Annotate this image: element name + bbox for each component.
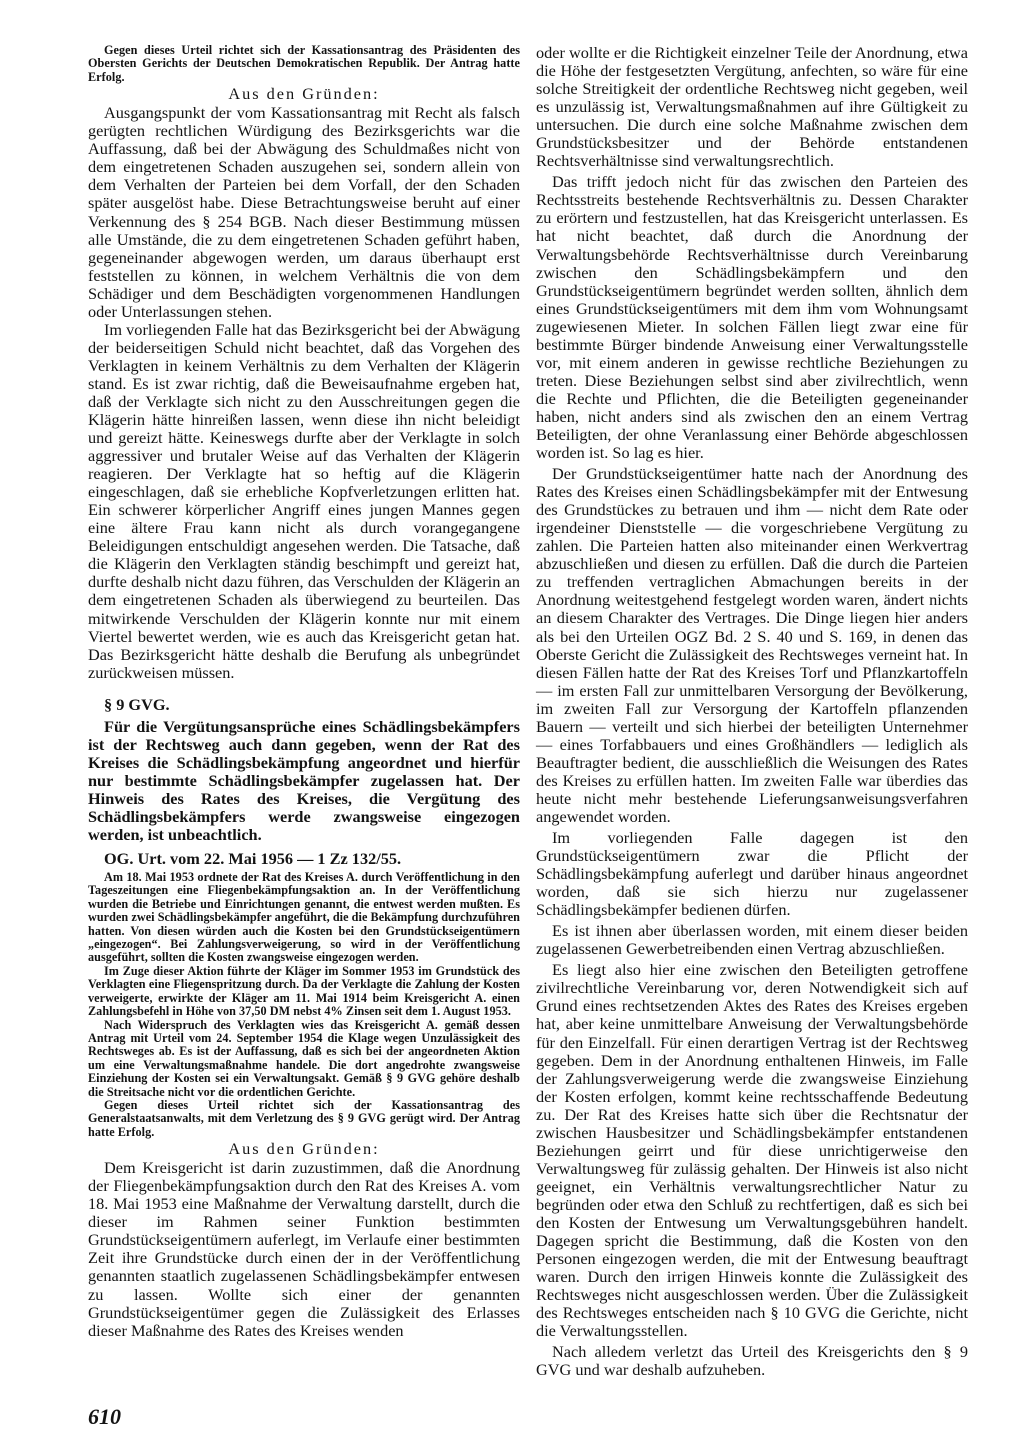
paragraph: Ausgangspunkt der vom Kassationsantrag mit Recht als falsch gerügten rechtlichen Würdigung des Bezirksgerichts war die Auffassung, daß bei der Abwägung des Schuldmaßes nicht von dem eingetretenen Schaden auszugehen sei, sondern allein von dem Verhalten der Parteien bei dem Vorfall, der den Schaden später ausgelöst habe. Diese Betrachtungsweise beruht auf einer Verkennung des § 254 BGB. Nach dieser Bestimmung müssen alle Umstände, die zu dem eingetretenen Schaden geführt haben, gegeneinander abgewogen werden, um daraus überhaupt erst feststellen zu können, in welchem Verhältnis die von dem Schädiger und dem Beschädigten vorgenommenen Handlungen oder Unterlassungen stehen.	[88, 103, 520, 321]
left-column	[88, 44, 520, 1340]
statute-reference: § 9 GVG.	[104, 694, 170, 714]
paragraph: Es liegt also hier eine zwischen den Beteiligten getroffene zivilrechtliche Vereinbarung vor, deren Notwendigkeit sich auf Grund eines rechtsetzenden Aktes des Rates des Kreises ergeben hat, aber keine unmittelbare Anweisung der Verwaltungsbehörde für den Einzelfall. Für einen derartigen Vertrag ist der Rechtsweg gegeben. Dem in der Anordnung enthaltenen Hinweis, im Falle der Zahlungsverweigerung werde die zwangsweise Einziehung der Kosten erfolgen, kommt keine rechtsschaffende Bedeutung zu. Der Rat des Kreises hatte sich über die Rechtsnatur der zwischen Hausbesitzer und Schädlingsbekämpfer entstandenen Beziehungen geirrt und für diese unrichtigerweise den Verwaltungsweg für zulässig gehalten. Der Hinweis ist also nicht geeignet, ein Verhältnis verwaltungsrechtlicher Natur zu begründen oder etwa den Schluß zu rechtfertigen, daß es sich bei den Kosten der Entwesung um Verwaltungsgebühren handelt. Dagegen spricht die Bestimmung, daß die Kosten von den Personen eingezogen werden, die mit der Entwesung beauftragt waren. Durch den irrigen Hinweis konnte die Zulässigkeit des Rechtsweges nicht ausgeschlossen werden. Über die Zulässigkeit des Rechtsweges entscheiden nach § 10 GVG die Gerichte, nicht die Verwaltungsstellen.	[536, 960, 968, 1341]
facts-paragraph: Am 18. Mai 1953 ordnete der Rat des Kreises A. durch Veröffentlichung in den Tageszeitungen eine Fliegenbekämpfungsaktion an. In der Veröffentlichung wurden die Betriebe und Einrichtungen genannt, die entwest werden mußten. Es wurden zwei Schädlingsbekämpfer angeführt, die die Bekämpfung durchzuführen hatten. Von diesen würden auch die Kosten bei den Grundstückseigentümern „eingezogen“. Bei Zahlungsverweigerung, so wird in der Veröffentlichung ausgeführt, sollten die Kosten zwangsweise eingezogen werden.	[88, 870, 520, 965]
right-column	[536, 44, 968, 1379]
paragraph: Es ist ihnen aber überlassen worden, mit einem dieser beiden zugelassenen Gewerbetreibenden einen Vertrag abzuschließen.	[536, 921, 968, 959]
paragraph: Das trifft jedoch nicht für das zwischen den Parteien des Rechtsstreits bestehende Rechtsverhältnis zu. Dessen Charakter zu erörtern und festzustellen, hat das Kreisgericht unterlassen. Es hat nicht beachtet, daß durch die Anordnung der Verwaltungsbehörde Rechtsverhältnisse durch Vereinbarung zwischen den Schädlingsbekämpfern und den Grundstückseigentümern begründet werden sollten, ähnlich dem eines Grundstückseigentümers mit dem ihm vom Wohnungsamt zugewiesenen Mieter. In solchen Fällen liegt zwar eine für bestimmte Bürger bindende Anweisung einer Verwaltungsstelle vor, mit einem anderen in gewisse rechtliche Beziehungen zu treten. Diese Beziehungen selbst sind aber zivilrechtlich, wenn die Rechte und Pflichten, die die Beteiligten gegeneinander haben, nicht anders sind als zwischen den an einem Vertrag Beteiligten, der ohne Veranlassung einer Behörde abgeschlossen worden ist. So lag es hier.	[536, 172, 968, 463]
paragraph: Nach alledem verletzt das Urteil des Kreisgerichts den § 9 GVG und war deshalb aufzuheben.	[536, 1342, 968, 1380]
headnote: Für die Vergütungsansprüche eines Schädlingsbekämpfers ist der Rechtsweg auch dann gegeben, wenn der Rat des Kreises die Schädlingsbekämpfung angeordnet und hierfür nur bestimmte Schädlingsbekämpfer zugelassen hat. Der Hinweis des Rates des Kreises, die Vergütung des Schädlingsbekämpfers werde zwangsweise eingezogen werden, ist unbeachtlich.	[88, 716, 520, 844]
paragraph: Dem Kreisgericht ist darin zuzustimmen, daß die Anordnung der Fliegenbekämpfungsaktion durch den Rat des Kreises A. vom 18. Mai 1953 eine Maßnahme der Verwaltung darstellt, durch die dieser im Rahmen seiner Funktion bestimmten Grundstückseigentümern auferlegt, im Verlaufe einer bestimmten Zeit ihre Grundstücke durch einen der in der Veröffentlichung genannten staatlich zugelassenen Schädlingsbekämpfer entwesen zu lassen. Wollte sich einer der genannten Grundstückseigentümer gegen die Zulässigkeit des Erlasses dieser Maßnahme des Rates des Kreises wenden	[88, 1158, 520, 1340]
paragraph: oder wollte er die Richtigkeit einzelner Teile der Anordnung, etwa die Höhe der festgesetzten Vergütung, anfechten, so wäre für eine solche Streitigkeit der ordentliche Rechtsweg nicht gegeben, weil es unzulässig ist, Verwaltungsmaßnahmen auf ihre Gültigkeit zu untersuchen. Die durch eine solche Maßnahme zwischen dem Grundstücksbesitzer und der Behörde entstandenen Rechtsverhältnisse sind verwaltungsrechtlich.	[536, 43, 968, 171]
page-number: 610	[88, 1404, 121, 1429]
facts-paragraph: Im Zuge dieser Aktion führte der Kläger im Sommer 1953 im Grundstück des Verklagten eine Fliegenspritzung durch. Da der Verklagte die Zahlung der Kosten verweigerte, erwirkte der Kläger am 11. Mai 1914 beim Kreisgericht A. einen Zahlungsbefehl in Höhe von 37,50 DM nebst 4% Zinsen seit dem 1. August 1953.	[88, 963, 520, 1019]
facts-paragraph: Gegen dieses Urteil richtet sich der Kassationsantrag des Generalstaatsanwalts, mit dem Verletzung des § 9 GVG gerügt wird. Der Antrag hatte Erfolg.	[88, 1097, 520, 1139]
intro-note: Gegen dieses Urteil richtet sich der Kassationsantrag des Präsidenten des Obersten Gerichts der Deutschen Demokratischen Republik. Der Antrag hatte Erfolg.	[88, 43, 520, 84]
paragraph: Im vorliegenden Falle dagegen ist den Grundstückseigentümern zwar die Pflicht der Schädlingsbekämpfung auferlegt und darüber hinaus angeordnet worden, daß sie sich hierzu nur zugelassener Schädlingsbekämpfer bedienen dürfen.	[536, 828, 968, 920]
case-citation: OG. Urt. vom 22. Mai 1956 — 1 Zz 132/55.	[104, 849, 402, 869]
paragraph: Im vorliegenden Falle hat das Bezirksgericht bei der Abwägung der beiderseitigen Schuld nicht beachtet, daß das Vorgehen des Verklagten in keinem Verhältnis zu dem Verhalten der Klägerin stand. Es ist zwar richtig, daß die Beweisaufnahme ergeben hat, daß der Verklagte sich nicht zu den Ausschreitungen gegen die Klägerin hätte hinreißen lassen, wenn diese ihn nicht beleidigt und gereizt hätte. Keineswegs durfte aber der Verklagte in solch aggressiver und brutaler Weise auf das Verhalten der Klägerin reagieren. Der Verklagte hat so heftig auf die Klägerin eingeschlagen, daß sie erhebliche Kopfverletzungen erlitten hat. Ein schwerer körperlicher Angriff eines jungen Mannes gegen eine ältere Frau kann nicht als durch vorangegangene Beleidigungen entschuldigt angesehen werden. Die Tatsache, daß die Klägerin den Verklagten ständig beschimpft und gereizt hat, durfte deshalb nicht dazu führen, das Verschulden der Klägerin an dem eingetretenen Schaden als überwiegend zu beurteilen. Das mitwirkende Verschulden der Klägerin konnte nur mit einem Viertel bewertet werden, wie es auch das Kreisgericht getan hat. Das Bezirksgericht hätte deshalb die Berufung als unbegründet zurückweisen müssen.	[88, 319, 520, 682]
section-heading-reasons: Aus den Gründen:	[228, 84, 380, 104]
section-heading-reasons: Aus den Gründen:	[228, 1139, 380, 1159]
facts-paragraph: Nach Widerspruch des Verklagten wies das Kreisgericht A. gemäß dessen Antrag mit Urteil vom 24. September 1954 die Klage wegen Unzulässigkeit des Rechtsweges ab. Es ist der Auffassung, daß es sich bei der angeordneten Aktion um eine Verwaltungsmaßnahme handele. Die dort angedrohte zwangsweise Einziehung der Kosten sei ein Verwaltungsakt. Gemäß § 9 GVG gehöre deshalb die Streitsache nicht vor die ordentlichen Gerichte.	[88, 1017, 520, 1099]
paragraph: Der Grundstückseigentümer hatte nach der Anordnung des Rates des Kreises einen Schädlingsbekämpfer mit der Entwesung des Grundstückes zu betrauen und ihm — nicht dem Rate oder irgendeiner Dienststelle — die vorgeschriebene Vergütung zu zahlen. Die Parteien hatten also miteinander einen Werkvertrag abzuschließen und diesen zu erfüllen. Daß die durch die Parteien zu treffenden vertraglichen Abmachungen bereits in der Anordnung weitestgehend festgelegt worden waren, ändert nichts an diesem Charakter des Vertrages. Die Dinge liegen hier anders als bei den Urteilen OGZ Bd. 2 S. 40 und S. 169, in denen das Oberste Gericht die Zulässigkeit des Rechtsweges verneint hat. In diesen Fällen hatte der Rat des Kreises Torf und Pflanzkartoffeln — im ersten Fall zur unmittelbaren Versorgung der Bevölkerung, im zweiten Fall zur Versorgung der Kartoffeln pflanzenden Bauern — verteilt und sich hierbei der beteiligten Unternehmer — eines Torfabbauers und eines Großhändlers — lediglich als Beauftragter bedient, die ausschließlich die Weisungen des Rates des Kreises zu erfüllen hatten. Im zweiten Falle war überdies das heute nicht mehr bestehende Lieferungsanweisungsverfahren angewendet worden.	[536, 464, 968, 826]
